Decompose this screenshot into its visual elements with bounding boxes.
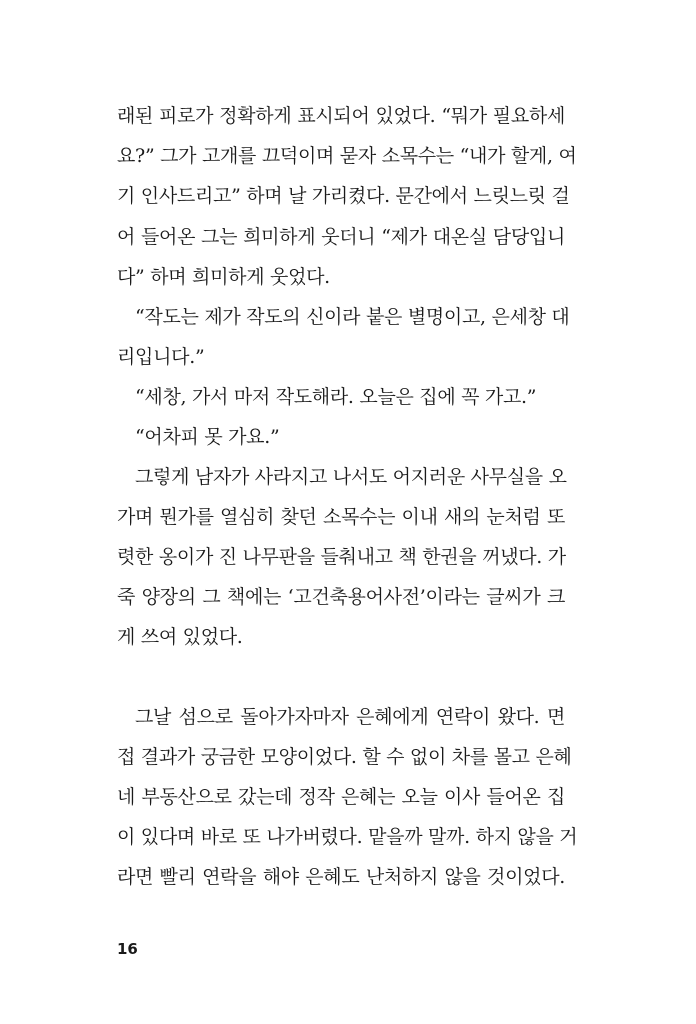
- text-line-9: “어차피 못 가요.”: [135, 426, 280, 448]
- text-line-12: 렷한 옹이가 진 나무판을 들춰내고 책 한권을 꺼냈다. 가: [117, 546, 566, 568]
- page-number: 16: [117, 940, 138, 958]
- text-line-18: 이 있다며 바로 또 나가버렸다. 맡을까 말까. 하지 않을 거: [117, 826, 578, 848]
- text-line-6: “작도는 제가 작도의 신이라 붙은 별명이고, 은세창 대: [135, 306, 570, 328]
- text-line-16: 접 결과가 궁금한 모양이었다. 할 수 없이 차를 몰고 은혜: [117, 746, 572, 768]
- text-line-2: 요?” 그가 고개를 끄덕이며 묻자 소목수는 “내가 할게, 여: [117, 145, 577, 167]
- text-line-17: 네 부동산으로 갔는데 정작 은혜는 오늘 이사 들어온 집: [117, 786, 565, 808]
- text-line-15: 그날 섬으로 돌아가자마자 은혜에게 연락이 왔다. 면: [135, 706, 565, 728]
- text-line-4: 어 들어온 그는 희미하게 웃더니 “제가 대온실 담당입니: [117, 226, 565, 248]
- text-line-7: 리입니다.”: [117, 346, 205, 368]
- text-line-14: 게 쓰여 있었다.: [117, 626, 243, 648]
- text-line-19: 라면 빨리 연락을 해야 은혜도 난처하지 않을 것이었다.: [117, 866, 565, 888]
- text-line-13: 죽 양장의 그 책에는 ‘고건축용어사전’이라는 글씨가 크: [117, 586, 565, 608]
- text-line-11: 가며 뭔가를 열심히 찾던 소목수는 이내 새의 눈처럼 또: [117, 506, 565, 528]
- text-line-8: “세창, 가서 마저 작도해라. 오늘은 집에 꼭 가고.”: [135, 386, 537, 408]
- text-line-1: 래된 피로가 정확하게 표시되어 있었다. “뭐가 필요하세: [117, 105, 565, 127]
- text-line-5: 다” 하며 희미하게 웃었다.: [117, 266, 330, 288]
- text-line-3: 기 인사드리고” 하며 날 가리켰다. 문간에서 느릿느릿 걸: [117, 185, 570, 207]
- text-line-10: 그렇게 남자가 사라지고 나서도 어지러운 사무실을 오: [135, 466, 567, 488]
